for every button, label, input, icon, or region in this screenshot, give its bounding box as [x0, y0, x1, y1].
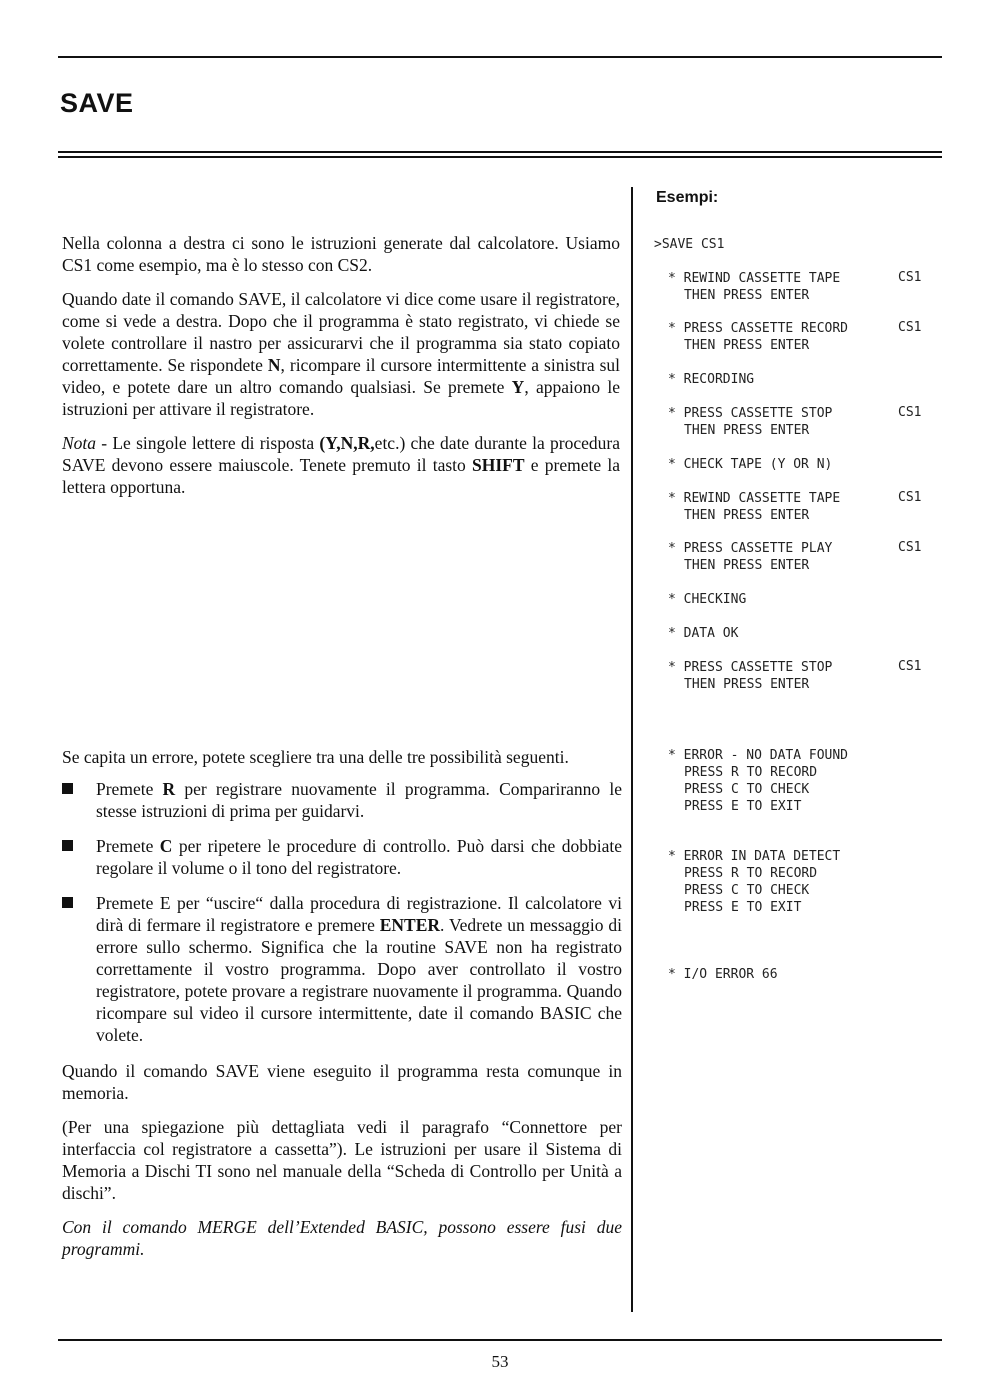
screen-rewind-1: * REWIND CASSETTE TAPE THEN PRESS ENTER: [668, 271, 841, 303]
list-item: Premete R per registrare nuovamente il programma. Compariranno le stesse istruzioni di prima per guidarvi.: [62, 778, 622, 822]
screen-checking: * CHECKING: [668, 592, 747, 607]
error-section: [62, 746, 622, 1272]
screen-stop-2: * PRESS CASSETTE STOP THEN PRESS ENTER: [668, 660, 833, 692]
screen-check-tape: * CHECK TAPE (Y OR N): [668, 457, 833, 472]
screen-record: * PRESS CASSETTE RECORD THEN PRESS ENTER: [668, 321, 849, 353]
error-io: * I/O ERROR 66: [668, 967, 778, 982]
error-options-list: [62, 778, 622, 1046]
device-label: CS1: [898, 540, 922, 555]
device-label: CS1: [898, 270, 922, 285]
memory-paragraph: Quando il comando SAVE viene eseguito il programma resta comunque in memoria.: [62, 1061, 622, 1103]
device-label: CS1: [898, 659, 922, 674]
intro-section: [62, 232, 620, 510]
save-command: >SAVE CS1: [654, 237, 725, 252]
screen-data-ok: * DATA OK: [668, 626, 739, 641]
device-label: CS1: [898, 405, 922, 420]
top-rule: [58, 56, 942, 58]
save-paragraph: Quando date il comando SAVE, il calcolatore vi dice come usare il registratore, come si vede a destra. Dopo che il programma è stato registrato, vi chiede se volete controllare il nastro per assicurarvi che il programma sia stato copiato correttamente. Se rispondete N, ricompare il cursore intermittente a sinistra sul video, e potete dare un altro comando qualsiasi. Se premete Y, appaiono le istruzioni per attivare il registratore.: [62, 289, 620, 419]
page-title: SAVE: [60, 88, 134, 118]
note-paragraph: Nota - Le singole lettere di risposta (Y,N,R,etc.) che date durante la procedura SAVE devono essere maiuscole. Tenete premuto il tasto SHIFT e premete la lettera opportuna.: [62, 433, 621, 497]
examples-heading: Esempi:: [656, 189, 719, 206]
intro-paragraph: Nella colonna a destra ci sono le istruzioni generate dal calcolatore. Usiamo CS1 come esempio, ma è lo stesso con CS2.: [62, 233, 620, 275]
list-item: Premete E per “uscire“ dalla procedura di registrazione. Il calcolatore vi dirà di fermare il registratore e premere ENTER. Vedrete un messaggio di errore sullo schermo. Significa che la routine SAVE non ha registrato correttamente il vostro programma. Dopo aver controllato il vostro registratore, potete provare a registrare nuovamente il programma. Quando ricompare sul video il cursore intermittente, date il comando BASIC che volete.: [62, 892, 622, 1046]
title-double-rule-bottom: [58, 156, 942, 158]
device-label: CS1: [898, 490, 922, 505]
title-double-rule-top: [58, 151, 942, 153]
error-no-data: * ERROR - NO DATA FOUND PRESS R TO RECORD PRESS C TO CHECK PRESS E TO EXIT: [668, 748, 849, 814]
error-data-detect: * ERROR IN DATA DETECT PRESS R TO RECORD PRESS C TO CHECK PRESS E TO EXIT: [668, 849, 841, 915]
device-label: CS1: [898, 320, 922, 335]
list-item: Premete C per ripetere le procedure di controllo. Può darsi che dobbiate regolare il volume o il tono del registratore.: [62, 835, 622, 879]
screen-play: * PRESS CASSETTE PLAY THEN PRESS ENTER: [668, 541, 833, 573]
screen-rewind-2: * REWIND CASSETTE TAPE THEN PRESS ENTER: [668, 491, 841, 523]
merge-note: Con il comando MERGE dell’Extended BASIC, possono essere fusi due programmi.: [62, 1217, 622, 1259]
error-intro: Se capita un errore, potete scegliere tra una delle tre possibilità seguenti.: [62, 747, 569, 767]
screen-recording: * RECORDING: [668, 372, 755, 387]
page-number: 53: [491, 1352, 509, 1371]
column-divider: [631, 187, 633, 1312]
bottom-rule: [58, 1339, 942, 1341]
reference-paragraph: (Per una spiegazione più dettagliata vedi il paragrafo “Connettore per interfaccia col registratore a cassetta”). Le istruzioni per usare il Sistema di Memoria a Dischi TI sono nel manuale della “Scheda di Controllo per Unità a dischi”.: [62, 1117, 622, 1203]
screen-stop-1: * PRESS CASSETTE STOP THEN PRESS ENTER: [668, 406, 833, 438]
